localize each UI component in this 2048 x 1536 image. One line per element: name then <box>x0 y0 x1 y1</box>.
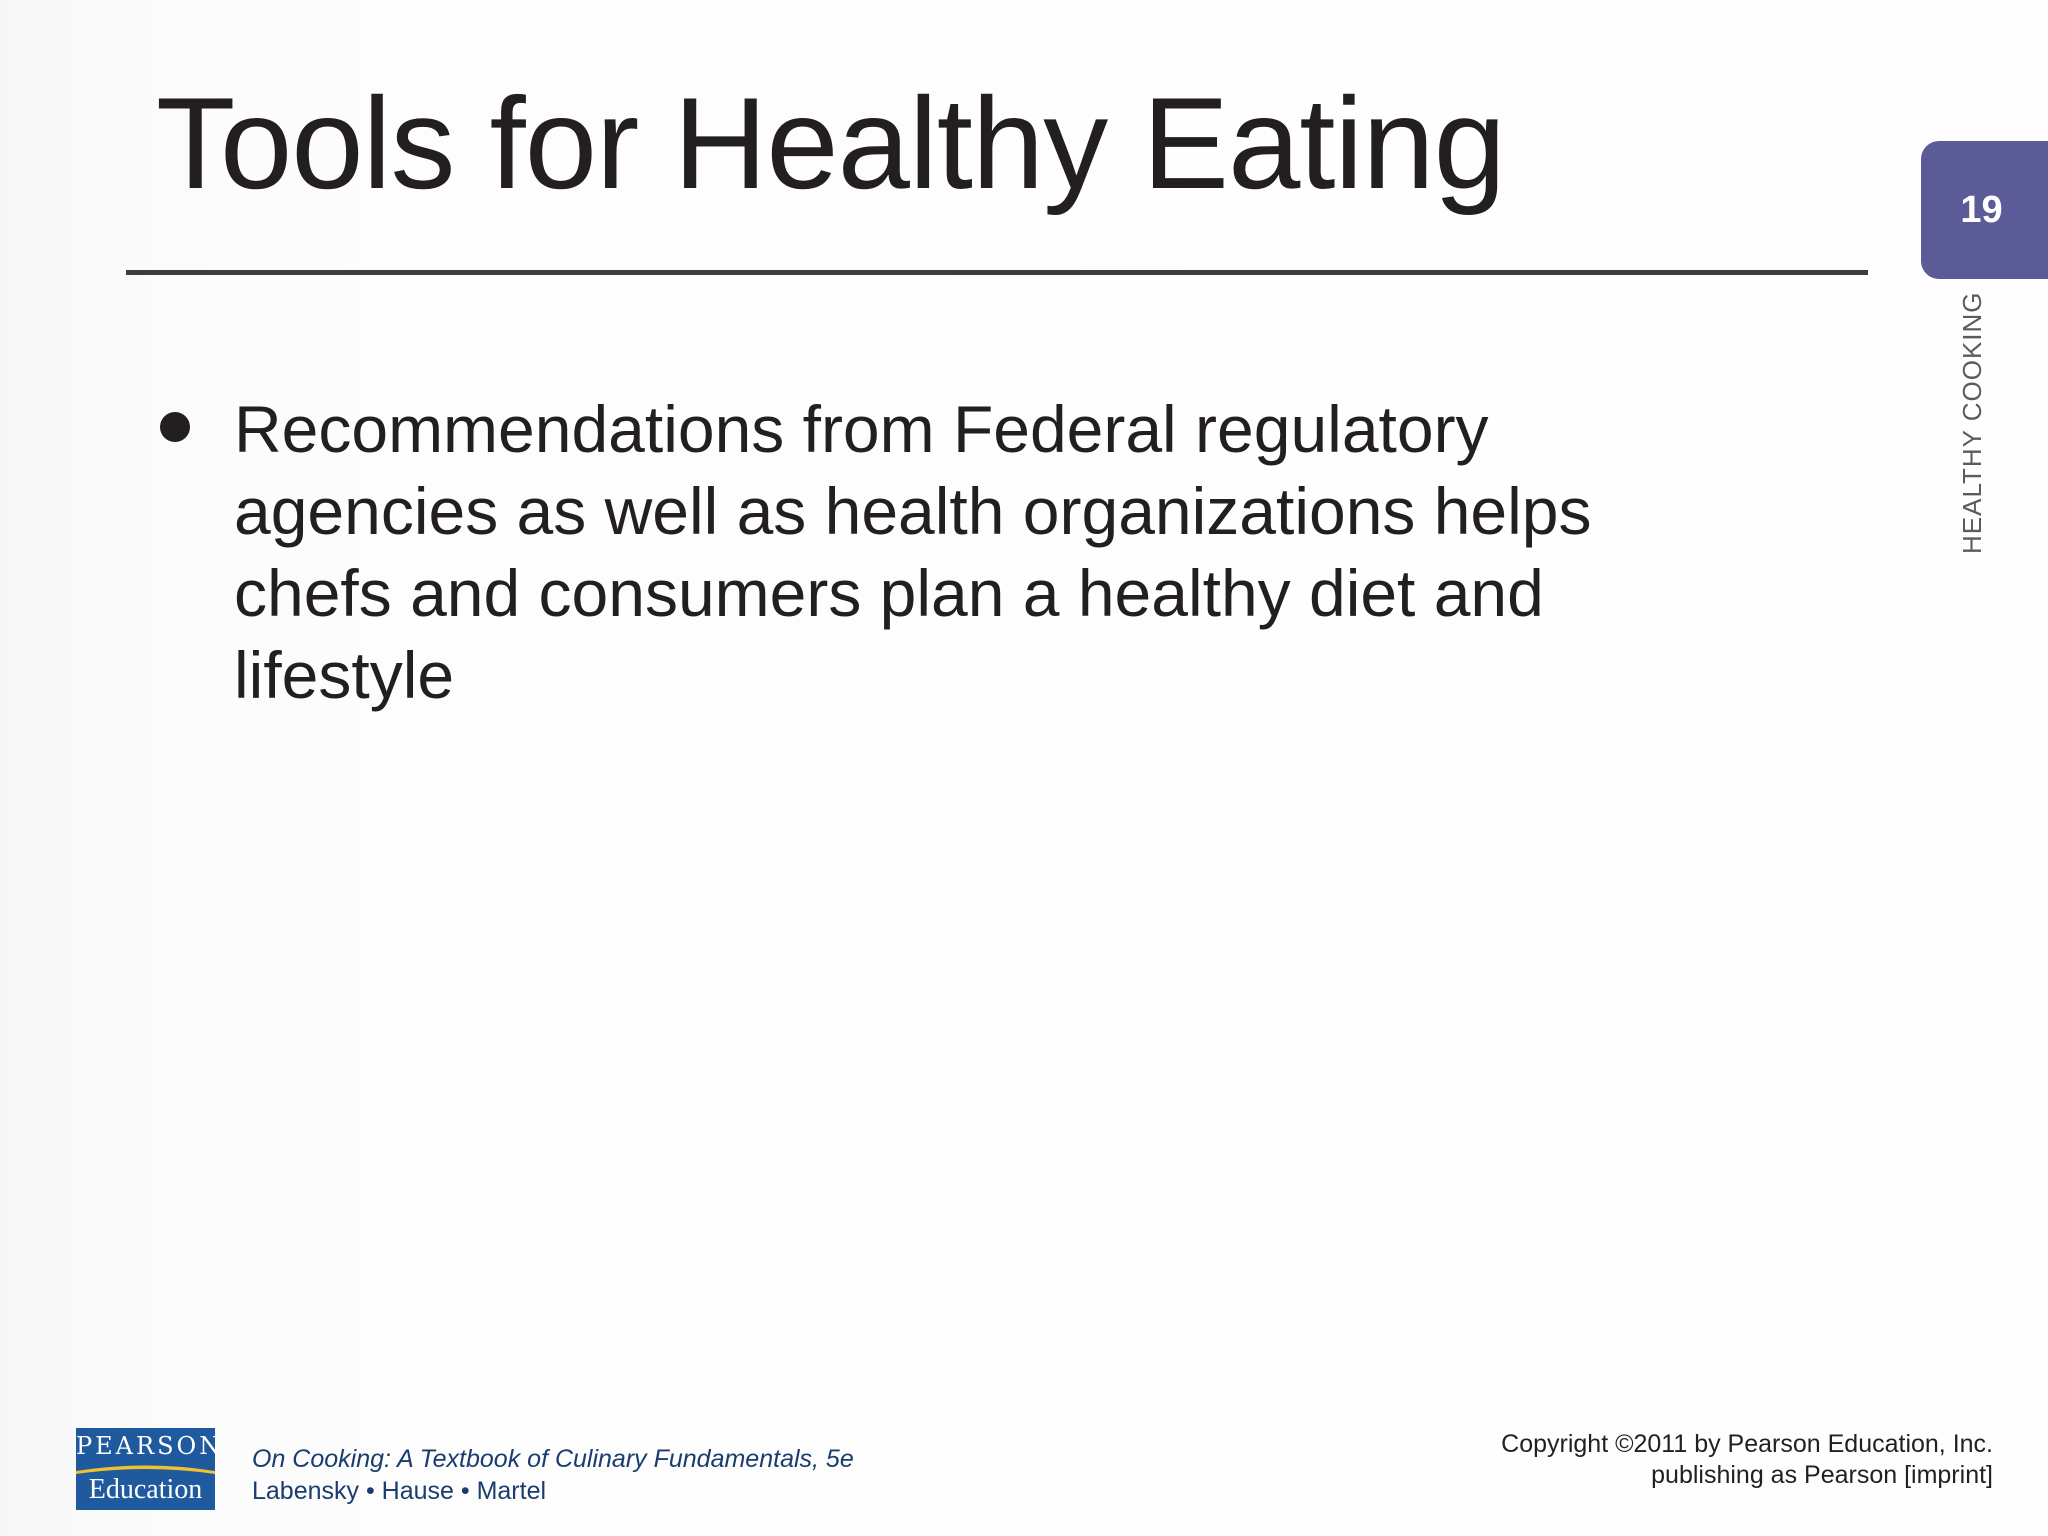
pearson-education-logo <box>76 1428 224 1510</box>
logo-bottom-text: Education <box>88 1474 203 1505</box>
section-label: HEALTHY COOKING <box>1957 291 1987 554</box>
bullet-item <box>158 388 1718 716</box>
book-title: On Cooking: A Textbook of Culinary Fundamentals, 5e <box>252 1445 854 1473</box>
copyright-notice <box>1501 1429 1993 1491</box>
bullet-text: Recommendations from Federal regulatory agencies as well as health organizations helps chefs and consumers plan a healthy diet and lifestyle <box>234 392 1592 712</box>
page-number-tab <box>1921 141 2048 279</box>
bullet-list <box>158 388 1718 716</box>
title-divider <box>126 270 1868 275</box>
bullet-dot-icon <box>160 412 190 442</box>
book-authors: Labensky • Hause • Martel <box>252 1477 547 1505</box>
copyright-line-2: publishing as Pearson [imprint] <box>1651 1461 1993 1489</box>
copyright-line-1: Copyright ©2011 by Pearson Education, Inc. <box>1501 1430 1993 1458</box>
slide-title: Tools for Healthy Eating <box>156 70 1505 216</box>
page-number: 19 <box>1960 188 2003 231</box>
logo-top-text: PEARSON <box>76 1432 224 1460</box>
